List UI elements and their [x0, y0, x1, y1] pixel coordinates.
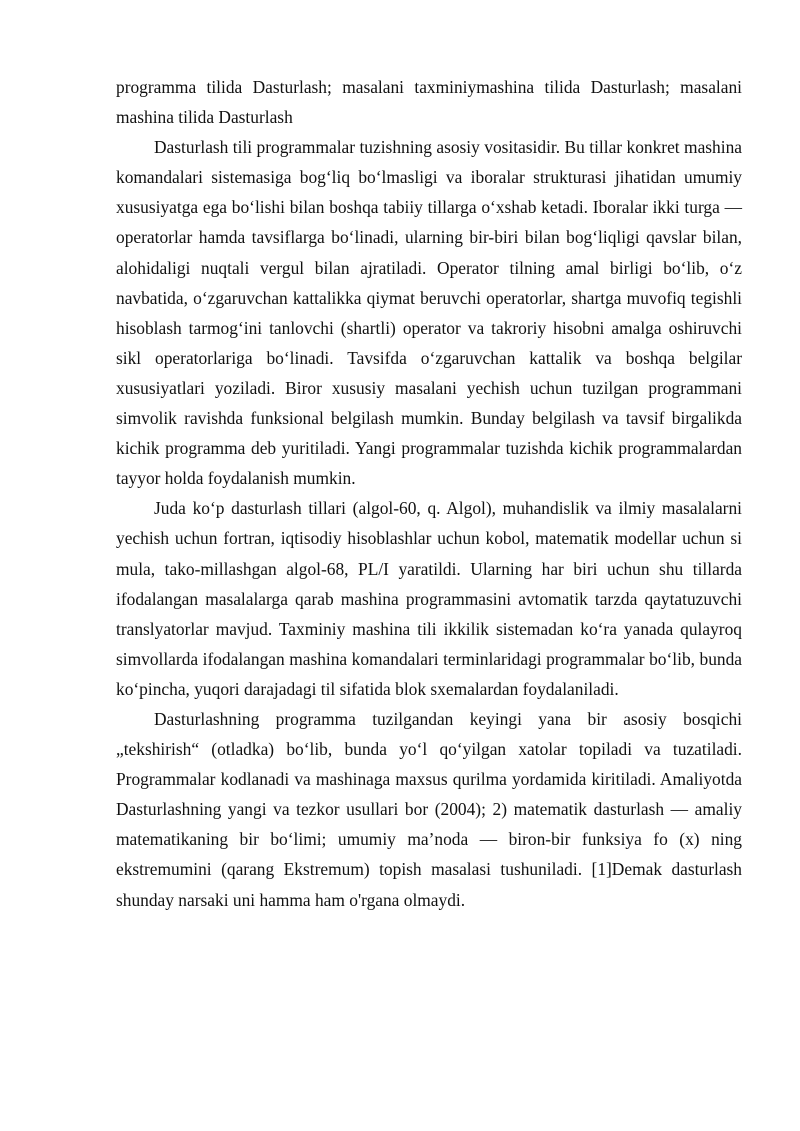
document-body: [116, 72, 742, 915]
paragraph-continuation: programma tilida Dasturlash; masalani taxminiymashina tilida Dasturlash; masalani mashina tilida Dasturlash: [116, 77, 742, 128]
paragraph-programming-languages-list: Juda ko‘p dasturlash tillari (algol-60, q. Algol), muhandislik va ilmiy masalalarni yechish uchun fortran, iqtisodiy hisoblashlar uchun kobol, matematik modellar uchun si mula, tako-millashgan algol-68, PL/I yaratildi. Ularning har biri uchun shu tillarda ifodalangan masalalarga qarab mashina programmasini avtomatik tarzda qaytatuzuvchi translyatorlar mavjud. Taxminiy mashina tili ikkilik sistemadan ko‘ra yanada qulayroq simvollarda ifodalangan mashina komandalari terminlaridagi programmalar bo‘lib, bunda ko‘pincha, yuqori darajadagi til sifatida blok sxemalardan foydalaniladi.: [116, 498, 742, 699]
paragraph-programming-language: Dasturlash tili programmalar tuzishning asosiy vositasidir. Bu tillar konkret mashina komandalari sistemasiga bog‘liq bo‘lmasligi va iboralar strukturasi jihatidan umumiy xususiyatga ega bo‘lishi bilan boshqa tabiiy tillarga o‘xshab ketadi. Iboralar ikki turga — operatorlar hamda tavsiflarga bo‘linadi, ularning bir-biri bilan bog‘liqligi qavslar bilan, alohidaligi nuqtali vergul bilan ajratiladi. Operator tilning amal birligi bo‘lib, o‘z navbatida, o‘zgaruvchan kattalikka qiymat beruvchi operatorlar, shartga muvofiq tegishli hisoblash tarmog‘ini tanlovchi (shartli) operator va takroriy hisobni amalga oshiruvchi sikl operatorlariga bo‘linadi. Tavsifda o‘zgaruvchan kattalik va boshqa belgilar xususiyatlari yoziladi. Biror xususiy masalani yechish uchun tuzilgan programmani simvolik ravishda funksional belgilash mumkin. Bunday belgilash va tavsif birgalikda kichik programma deb yuritiladi. Yangi programmalar tuzishda kichik programmalardan tayyor holda foydalanish mumkin.: [116, 137, 742, 489]
paragraph-debugging: Dasturlashning programma tuzilgandan keyingi yana bir asosiy bosqichi „tekshirish“ (otladka) bo‘lib, bunda yo‘l qo‘yilgan xatolar topiladi va tuzatiladi. Programmalar kodlanadi va mashinaga maxsus qurilma yordamida kiritiladi. Amaliyotda Dasturlashning yangi va tezkor usullari bor (2004); 2) matematik dasturlash — amaliy matematikaning bir bo‘limi; umumiy ma’noda — biron-bir funksiya fo (x) ning ekstremumini (qarang Ekstremum) topish masalasi tushuniladi. [1]Demak dasturlash shunday narsaki uni hamma ham o'rgana olmaydi.: [116, 708, 742, 910]
